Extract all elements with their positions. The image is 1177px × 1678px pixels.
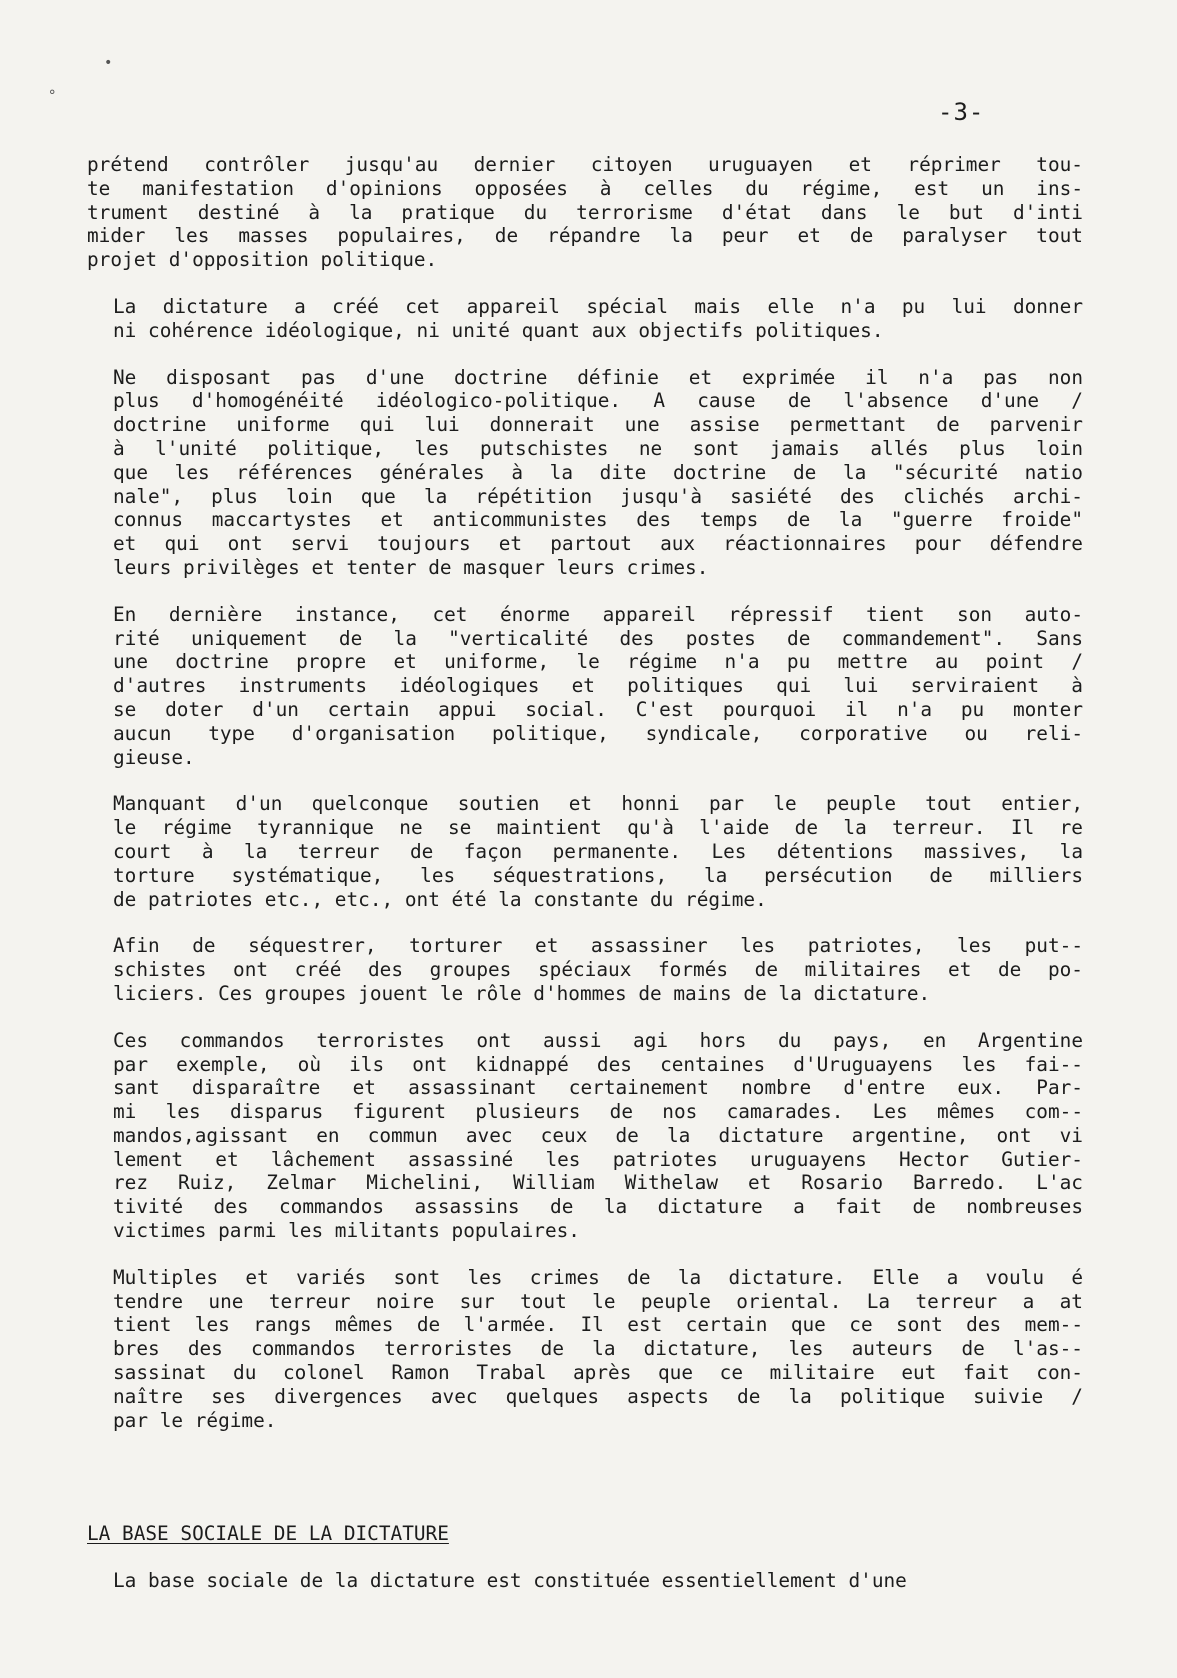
text-line: torture systématique, les séquestrations, la persécution de milliers bbox=[113, 863, 1083, 887]
text-line: sassinat du colonel Ramon Trabal après que ce militaire eut fait con- bbox=[113, 1361, 1083, 1385]
margin-mark: • bbox=[104, 55, 113, 71]
text-line: rez Ruiz, Zelmar Michelini, William Withelaw et Rosario Barredo. L'ac bbox=[113, 1171, 1083, 1195]
text-line: Afin de séquestrer, torturer et assassiner les patriotes, les put-- bbox=[113, 934, 1083, 958]
page-number: -3- bbox=[938, 98, 985, 126]
text-line: victimes parmi les militants populaires. bbox=[113, 1219, 580, 1243]
text-line: Ces commandos terroristes ont aussi agi hors du pays, en Argentine bbox=[113, 1028, 1083, 1052]
text-line: par exemple, où ils ont kidnappé des centaines d'Uruguayens les fai-- bbox=[113, 1052, 1083, 1076]
text-line: tivité des commandos assassins de la dictature a fait de nombreuses bbox=[113, 1195, 1083, 1219]
paragraph bbox=[87, 295, 1083, 343]
text-line: de patriotes etc., etc., ont été la constante du régime. bbox=[113, 887, 767, 911]
text-line: d'autres instruments idéologiques et politiques qui lui serviraient à bbox=[113, 674, 1083, 698]
paragraph bbox=[87, 1029, 1083, 1243]
text-line: schistes ont créé des groupes spéciaux formés de militaires et de po- bbox=[113, 958, 1083, 982]
paragraph bbox=[87, 934, 1083, 1005]
text-line: se doter d'un certain appui social. C'est pourquoi il n'a pu monter bbox=[113, 697, 1083, 721]
text-line: Multiples et variés sont les crimes de la dictature. Elle a voulu é bbox=[113, 1265, 1083, 1289]
text-line: à l'unité politique, les putschistes ne sont jamais allés plus loin bbox=[113, 436, 1083, 460]
text-line: projet d'opposition politique. bbox=[87, 248, 438, 272]
text-line: sant disparaître et assassinant certainement nombre d'entre eux. Par- bbox=[113, 1076, 1083, 1100]
paragraph bbox=[87, 603, 1083, 770]
text-line: lement et lâchement assassiné les patriotes uruguayens Hector Gutier- bbox=[113, 1147, 1083, 1171]
text-line: doctrine uniforme qui lui donnerait une assise permettant de parvenir bbox=[113, 413, 1083, 437]
text-line: La base sociale de la dictature est constituée essentiellement d'une bbox=[113, 1569, 907, 1592]
text-line: une doctrine propre et uniforme, le régime n'a pu mettre au point / bbox=[113, 650, 1083, 674]
paragraph bbox=[87, 366, 1083, 580]
text-line: tient les rangs mêmes de l'armée. Il est certain que ce sont des mem-- bbox=[113, 1313, 1083, 1337]
text-line: aucun type d'organisation politique, syndicale, corporative ou reli- bbox=[113, 721, 1083, 745]
text-line: naître ses divergences avec quelques aspects de la politique suivie / bbox=[113, 1384, 1083, 1408]
text-line: mi les disparus figurent plusieurs de nos camarades. Les mêmes com-- bbox=[113, 1100, 1083, 1124]
margin-mark: ° bbox=[48, 88, 57, 104]
text-line: leurs privilèges et tenter de masquer leurs crimes. bbox=[113, 555, 709, 579]
text-line: court à la terreur de façon permanente. Les détentions massives, la bbox=[113, 839, 1083, 863]
text-line: et qui ont servi toujours et partout aux réactionnaires pour défendre bbox=[113, 532, 1083, 556]
paragraph bbox=[87, 153, 1083, 272]
text-line: rité uniquement de la "verticalité des postes de commandement". Sans bbox=[113, 626, 1083, 650]
section-heading: LA BASE SOCIALE DE LA DICTATURE bbox=[87, 1522, 449, 1545]
document-body bbox=[87, 153, 1083, 1455]
text-line: mider les masses populaires, de répandre la peur et de paralyser tout bbox=[87, 224, 1083, 248]
text-line: mandos,agissant en commun avec ceux de la dictature argentine, ont vi bbox=[113, 1123, 1083, 1147]
text-line: que les références générales à la dite doctrine de la "sécurité natio bbox=[113, 460, 1083, 484]
text-line: ni cohérence idéologique, ni unité quant aux objectifs politiques. bbox=[113, 318, 884, 342]
text-line: liciers. Ces groupes jouent le rôle d'hommes de mains de la dictature. bbox=[113, 981, 931, 1005]
text-line: En dernière instance, cet énorme appareil répressif tient son auto- bbox=[113, 602, 1083, 626]
text-line: te manifestation d'opinions opposées à celles du régime, est un ins- bbox=[87, 176, 1083, 200]
text-line: Ne disposant pas d'une doctrine définie et exprimée il n'a pas non bbox=[113, 365, 1083, 389]
text-line: par le régime. bbox=[113, 1408, 277, 1432]
text-line: trument destiné à la pratique du terrorisme d'état dans le but d'inti bbox=[87, 200, 1083, 224]
text-line: tendre une terreur noire sur tout le peuple oriental. La terreur a at bbox=[113, 1289, 1083, 1313]
paragraph bbox=[87, 792, 1083, 911]
text-line: le régime tyrannique ne se maintient qu'à l'aide de la terreur. Il re bbox=[113, 816, 1083, 840]
text-line: nale", plus loin que la répétition jusqu'à sasiété des clichés archi- bbox=[113, 484, 1083, 508]
text-line: gieuse. bbox=[113, 745, 195, 769]
text-line: connus maccartystes et anticommunistes des temps de la "guerre froide" bbox=[113, 508, 1083, 532]
text-line: bres des commandos terroristes de la dictature, les auteurs de l'as-- bbox=[113, 1337, 1083, 1361]
final-paragraph bbox=[113, 1569, 1083, 1593]
text-line: prétend contrôler jusqu'au dernier citoyen uruguayen et réprimer tou- bbox=[87, 153, 1083, 176]
paragraph bbox=[87, 1266, 1083, 1433]
text-line: La dictature a créé cet appareil spécial mais elle n'a pu lui donner bbox=[113, 294, 1083, 318]
text-line: Manquant d'un quelconque soutien et honni par le peuple tout entier, bbox=[113, 792, 1083, 816]
text-line: plus d'homogénéité idéologico-politique. A cause de l'absence d'une / bbox=[113, 389, 1083, 413]
